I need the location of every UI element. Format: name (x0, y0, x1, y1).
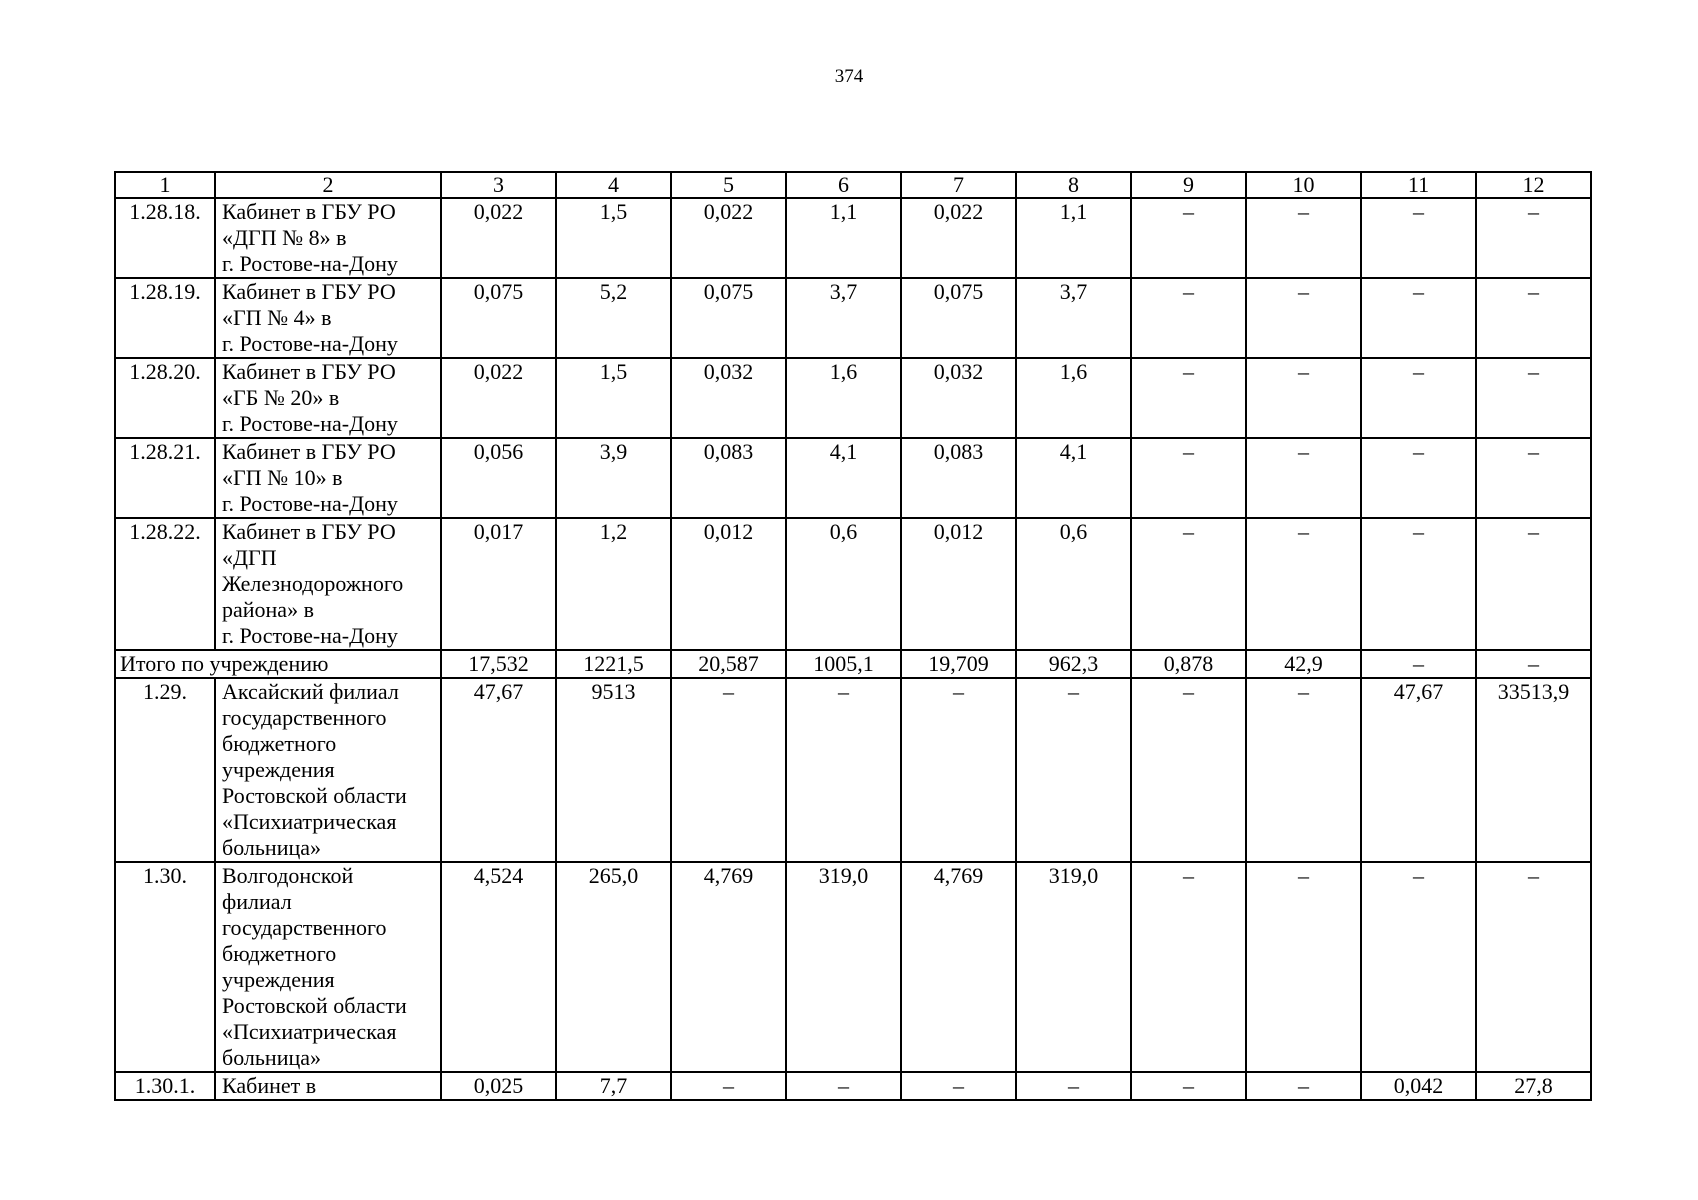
row-name: Кабинет в ГБУ РО «ДГП № 8» в г. Ростове-на-Дону (215, 198, 441, 278)
value-cell: – (1131, 358, 1246, 438)
value-cell: 3,7 (786, 278, 901, 358)
value-cell: 0,083 (901, 438, 1016, 518)
total-value: – (1361, 650, 1476, 678)
column-number: 9 (1131, 172, 1246, 198)
table-row (115, 438, 1591, 518)
value-cell: – (901, 678, 1016, 862)
value-cell: – (1131, 278, 1246, 358)
total-value: 19,709 (901, 650, 1016, 678)
value-cell: 1,6 (786, 358, 901, 438)
value-cell: 3,9 (556, 438, 671, 518)
value-cell: 47,67 (441, 678, 556, 862)
value-cell: – (1246, 438, 1361, 518)
value-cell: – (901, 1072, 1016, 1100)
value-cell: – (1246, 862, 1361, 1072)
row-number: 1.28.19. (115, 278, 215, 358)
value-cell: – (1476, 278, 1591, 358)
value-cell: 0,025 (441, 1072, 556, 1100)
column-number-row (115, 172, 1591, 198)
value-cell: – (1246, 1072, 1361, 1100)
table-row (115, 518, 1591, 650)
column-number: 3 (441, 172, 556, 198)
row-number: 1.30.1. (115, 1072, 215, 1100)
value-cell: – (1476, 438, 1591, 518)
data-table (114, 171, 1592, 1101)
value-cell: – (1016, 678, 1131, 862)
value-cell: – (1476, 518, 1591, 650)
column-number: 10 (1246, 172, 1361, 198)
value-cell: 0,022 (671, 198, 786, 278)
value-cell: – (1131, 678, 1246, 862)
value-cell: 0,022 (901, 198, 1016, 278)
total-value: 962,3 (1016, 650, 1131, 678)
value-cell: – (1016, 1072, 1131, 1100)
value-cell: 4,769 (671, 862, 786, 1072)
value-cell: – (671, 1072, 786, 1100)
value-cell: 0,042 (1361, 1072, 1476, 1100)
value-cell: 0,032 (671, 358, 786, 438)
value-cell: – (1246, 198, 1361, 278)
value-cell: – (1246, 518, 1361, 650)
value-cell: – (1131, 198, 1246, 278)
value-cell: – (1361, 278, 1476, 358)
value-cell: 0,075 (901, 278, 1016, 358)
row-number: 1.30. (115, 862, 215, 1072)
value-cell: 0,075 (671, 278, 786, 358)
total-label: Итого по учреждению (115, 650, 441, 678)
value-cell: 4,524 (441, 862, 556, 1072)
total-value: 1221,5 (556, 650, 671, 678)
value-cell: 0,056 (441, 438, 556, 518)
value-cell: 0,017 (441, 518, 556, 650)
row-name: Кабинет в ГБУ РО «ДГП Железнодорожного района» в г. Ростове-на-Дону (215, 518, 441, 650)
value-cell: 0,6 (1016, 518, 1131, 650)
column-number: 7 (901, 172, 1016, 198)
value-cell: 1,2 (556, 518, 671, 650)
value-cell: 27,8 (1476, 1072, 1591, 1100)
total-value: – (1476, 650, 1591, 678)
total-row (115, 650, 1591, 678)
table-row (115, 358, 1591, 438)
table-row (115, 1072, 1591, 1100)
table-row (115, 678, 1591, 862)
value-cell: – (1131, 1072, 1246, 1100)
value-cell: 3,7 (1016, 278, 1131, 358)
value-cell: – (1131, 862, 1246, 1072)
column-number: 6 (786, 172, 901, 198)
value-cell: 33513,9 (1476, 678, 1591, 862)
value-cell: 319,0 (1016, 862, 1131, 1072)
value-cell: 319,0 (786, 862, 901, 1072)
value-cell: – (786, 678, 901, 862)
row-number: 1.28.20. (115, 358, 215, 438)
column-number: 5 (671, 172, 786, 198)
value-cell: – (1131, 518, 1246, 650)
row-name: Кабинет в (215, 1072, 441, 1100)
value-cell: – (1361, 518, 1476, 650)
table-row (115, 198, 1591, 278)
value-cell: – (1476, 862, 1591, 1072)
value-cell: – (1131, 438, 1246, 518)
value-cell: 1,6 (1016, 358, 1131, 438)
value-cell: 0,032 (901, 358, 1016, 438)
value-cell: 7,7 (556, 1072, 671, 1100)
column-number: 4 (556, 172, 671, 198)
value-cell: 0,075 (441, 278, 556, 358)
column-number: 8 (1016, 172, 1131, 198)
total-value: 20,587 (671, 650, 786, 678)
column-number: 2 (215, 172, 441, 198)
value-cell: 1,1 (1016, 198, 1131, 278)
value-cell: – (1361, 862, 1476, 1072)
value-cell: – (1361, 438, 1476, 518)
value-cell: – (786, 1072, 901, 1100)
table-row (115, 278, 1591, 358)
value-cell: 5,2 (556, 278, 671, 358)
value-cell: 0,022 (441, 358, 556, 438)
value-cell: 1,1 (786, 198, 901, 278)
value-cell: 0,012 (901, 518, 1016, 650)
page-number: 374 (834, 66, 864, 87)
value-cell: 0,022 (441, 198, 556, 278)
value-cell: – (671, 678, 786, 862)
value-cell: – (1246, 278, 1361, 358)
value-cell: 265,0 (556, 862, 671, 1072)
value-cell: 1,5 (556, 358, 671, 438)
value-cell: 0,083 (671, 438, 786, 518)
value-cell: 4,769 (901, 862, 1016, 1072)
row-name: Кабинет в ГБУ РО «ГБ № 20» в г. Ростове-на-Дону (215, 358, 441, 438)
value-cell: 47,67 (1361, 678, 1476, 862)
row-number: 1.28.22. (115, 518, 215, 650)
total-value: 1005,1 (786, 650, 901, 678)
value-cell: – (1246, 358, 1361, 438)
value-cell: 0,6 (786, 518, 901, 650)
table-row (115, 862, 1591, 1072)
value-cell: – (1476, 198, 1591, 278)
row-name: Аксайский филиал государственного бюджетного учреждения Ростовской области «Психиатрическая больница» (215, 678, 441, 862)
row-number: 1.28.18. (115, 198, 215, 278)
value-cell: – (1361, 198, 1476, 278)
value-cell: 0,012 (671, 518, 786, 650)
row-number: 1.29. (115, 678, 215, 862)
row-name: Кабинет в ГБУ РО «ГП № 10» в г. Ростове-на-Дону (215, 438, 441, 518)
row-number: 1.28.21. (115, 438, 215, 518)
value-cell: – (1361, 358, 1476, 438)
value-cell: – (1246, 678, 1361, 862)
row-name: Волгодонской филиал государственного бюджетного учреждения Ростовской области «Психиатрическая больница» (215, 862, 441, 1072)
total-value: 17,532 (441, 650, 556, 678)
value-cell: 4,1 (786, 438, 901, 518)
total-value: 0,878 (1131, 650, 1246, 678)
value-cell: 9513 (556, 678, 671, 862)
value-cell: 4,1 (1016, 438, 1131, 518)
column-number: 1 (115, 172, 215, 198)
column-number: 11 (1361, 172, 1476, 198)
total-value: 42,9 (1246, 650, 1361, 678)
value-cell: 1,5 (556, 198, 671, 278)
column-number: 12 (1476, 172, 1591, 198)
row-name: Кабинет в ГБУ РО «ГП № 4» в г. Ростове-на-Дону (215, 278, 441, 358)
value-cell: – (1476, 358, 1591, 438)
